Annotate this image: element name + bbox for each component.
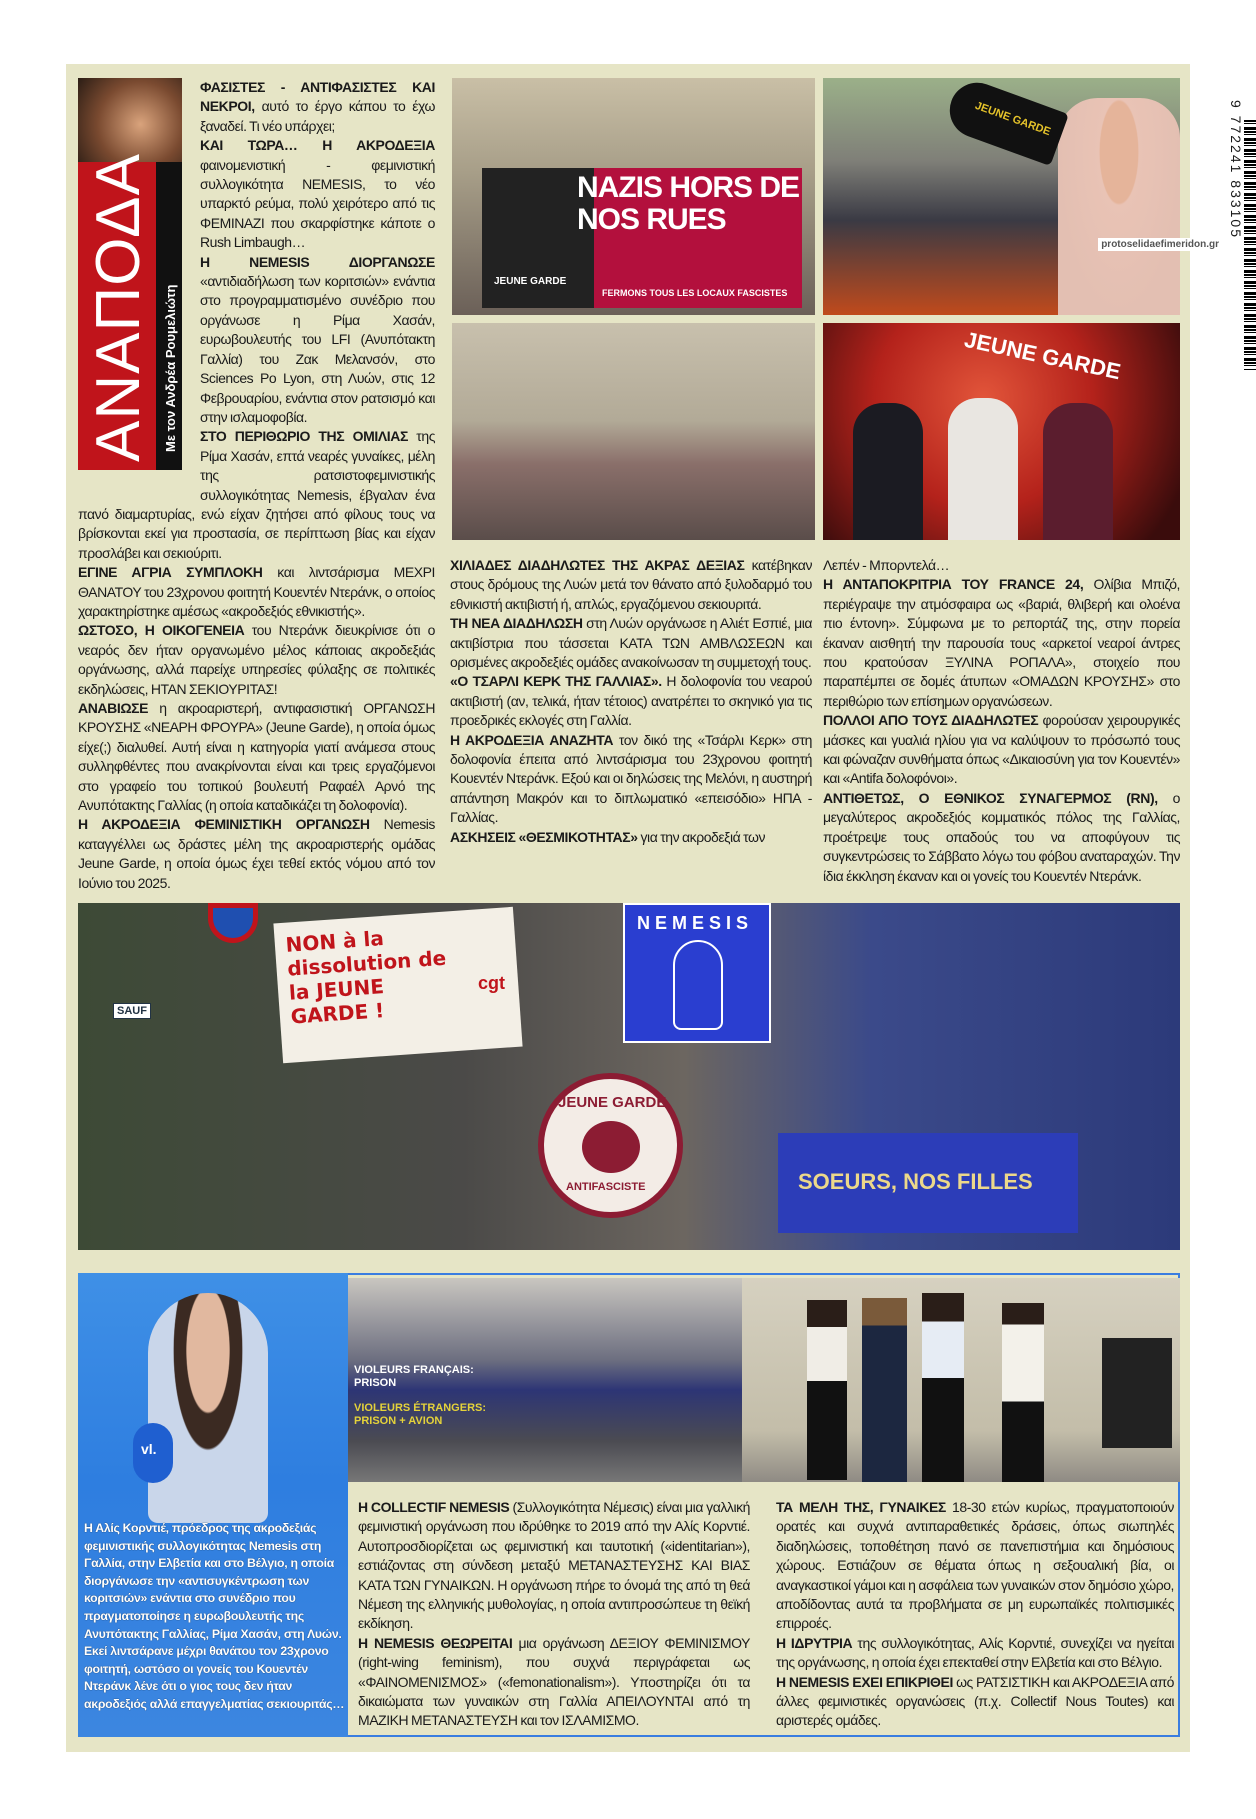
photo-megaphone-protester: [823, 78, 1180, 315]
banner-signature: JEUNE GARDE: [494, 276, 567, 287]
jeune-garde-logo-bottom: ANTIFASCISTE: [566, 1181, 646, 1193]
paragraph-lead: «Ο ΤΣΑΡΛΙ ΚΕΡΚ ΤΗΣ ΓΑΛΛΙΑΣ».: [450, 673, 662, 690]
jeune-garde-logo: [538, 1073, 683, 1218]
member: [948, 398, 1018, 540]
paragraph: [358, 1498, 750, 1634]
paragraph-lead: ΑΣΚΗΣΕΙΣ «ΘΕΣΜΙΚΟΤΗΤΑΣ»: [450, 828, 638, 845]
paragraph-text: 18-30 ετών κυρίως, πραγματοποιούν ορατές και συχνά αντιπαραθετικές δράσεις, όπως σιωπηλές διαδηλώσεις, τοποθέτηση πανό σε πανεπιστήμια και δημόσιους χώρους. Εστιάζουν σε θέματα όπως η σεξουαλική βία, οι αναγκαστικοί γάμοι και η ασφάλεια των γυναικών στον δημόσιο χώρο, αποδίδοντας αυτά τα προβλήματα σε μη ευρωπαϊκές πολιτισμικές επιρροές.: [776, 1499, 1174, 1632]
paragraph-lead: Η NEMESIS ΘΕΩΡΕΙΤΑΙ: [358, 1634, 513, 1651]
member: [853, 403, 923, 540]
three-arrows-icon: [582, 1121, 640, 1173]
paragraph-text: Ολίβια Μπιζό, περιέγραψε την ατμόσφαιρα ως «βαριά, θλιβερή και ολοένα πιο έντονη». Σύμφωνα με το ρεπορτάζ της, στην πορεία έκαναν αισθητή την παρουσία τους «αρκετοί νεαροί άντρες που κρατούσαν ΞΥΛΙΝΑ ΡΟΠΑΛΑ», στοιχείο που παραπέμπει σε δομές άτυπων «ΟΜΑΔΩΝ ΚΡΟΥΣΗΣ» στο περιθώριο των επίσημων οργανώσεων.: [823, 576, 1180, 709]
paragraph-text: Λεπέν - Μπορντελά…: [823, 557, 950, 573]
paragraph-lead: ΣΤΟ ΠΕΡΙΘΩΡΙΟ ΤΗΣ ΟΜΙΛΙΑΣ: [200, 428, 408, 445]
paragraph-lead: ΠΟΛΛΟΙ ΑΠΟ ΤΟΥΣ ΔΙΑΔΗΛΩΤΕΣ: [823, 712, 1039, 729]
paragraph-text: ως ΡΑΤΣΙΣΤΙΚΗ και ΑΚΡΟΔΕΞΙΑ από άλλες φεμινιστικές οργανώσεις (π.χ. Collectif Nous Toutes) και αριστερές ομάδες.: [776, 1673, 1174, 1729]
march-banner-line-2: VIOLEURS ÉTRANGERS: PRISON + AVION: [354, 1402, 487, 1427]
march-banner-line-1: VIOLEURS FRANÇAIS: PRISON: [354, 1364, 474, 1389]
paragraph: [450, 614, 812, 672]
paragraph-lead: Η ΑΚΡΟΔΕΞΙΑ ΦΕΜΙΝΙΣΤΙΚΗ ΟΡΓΑΝΩΣΗ: [78, 816, 370, 833]
photo-jeune-garde-members: [823, 323, 1180, 540]
paragraph-lead: Η ΙΔΡΥΤΡΙΑ: [776, 1634, 853, 1651]
banner-text: NAZIS HORS DE NOS RUES: [577, 171, 800, 236]
megaphone-text: JEUNE GARDE: [973, 99, 1053, 139]
paragraph: [358, 1634, 750, 1731]
watermark: protoselidaefimeridon.gr: [1098, 238, 1222, 251]
paragraph-lead: ΧΙΛΙΑΔΕΣ ΔΙΑΔΗΛΩΤΕΣ ΤΗΣ ΑΚΡΑΣ ΔΕΞΙΑΣ: [450, 557, 745, 573]
paragraph: [450, 731, 812, 828]
nemesis-logo-text: NEMESIS: [637, 913, 754, 933]
window-grille: [1102, 1338, 1172, 1448]
paragraph: [450, 672, 812, 730]
photo-street-salute: [452, 323, 815, 540]
article-column-2: [450, 556, 812, 847]
paragraph-text: (Συλλογικότητα Νέμεσις) είναι μια γαλλική φεμινιστική οργάνωση που ιδρύθηκε το 2019 από την Αλίς Κορντιέ. Αυτοπροσδιορίζεται ως φεμινιστική και ταυτοτική («identitarian»), εστιάζοντας στη σύνδεση μεταξύ ΜΕΤΑΝΑΣΤΕΥΣΗΣ ΚΑΙ ΒΙΑΣ ΚΑΤΑ ΤΩΝ ΓΥΝΑΙΚΩΝ. Η οργάνωση πήρε το όνομά της από τη θεά Νέμεση της ελληνικής μυθολογίας, η οποία αντιπροσώπευε τη θεϊκή εκδίκηση.: [358, 1499, 750, 1632]
member: [1043, 403, 1113, 540]
paragraph-lead: ΑΝΤΙΘΕΤΩΣ, Ο ΕΘΝΙΚΟΣ ΣΥΝΑΓΕΡΜΟΣ (RN),: [823, 789, 1158, 806]
paragraph-lead: ΤΗ ΝΕΑ ΔΙΑΔΗΛΩΣΗ: [450, 615, 583, 632]
paragraph-text: Nemesis καταγγέλλει ως δράστες μέλη της ακροαριστερής ομάδας Jeune Garde, η οποία όμως έχει τεθεί εκτός νόμου από τον Ιούνιο του 2025.: [78, 816, 435, 891]
nemesis-logo: [623, 903, 771, 1043]
paragraph: [450, 828, 812, 847]
paragraph: [78, 815, 435, 893]
member: [862, 1298, 907, 1482]
paragraph-lead: Η ΑΚΡΟΔΕΞΙΑ ΑΝΑΖΗΤΑ: [450, 731, 614, 748]
article-column-1: [78, 78, 435, 893]
member: [1002, 1303, 1044, 1482]
paragraph-lead: ΩΣΤΟΣΟ, Η ΟΙΚΟΓΕΝΕΙΑ: [78, 622, 245, 639]
paragraph-lead: Η COLLECTIF NEMESIS: [358, 1499, 510, 1515]
wall-logo-text: JEUNE GARDE: [962, 326, 1123, 385]
paragraph-lead: ΦΑΣΙΣΤΕΣ - ΑΝΤΙΦΑΣΙΣΤΕΣ ΚΑΙ ΝΕΚΡΟΙ,: [200, 79, 435, 115]
protester: [1058, 98, 1180, 315]
barcode: [1244, 120, 1256, 370]
barcode-number: 9 772241 833105: [1228, 100, 1244, 239]
paragraph-text: ο μεγαλύτερος ακροδεξιός κομματικός πόλος της Γαλλίας, προέτρεψε τους οπαδούς του να αποφύγουν τις συγκεντρώσεις το Σάββατο λόγω του φόβου αναταραχών. Την ίδια έκκληση έκαναν και οι γονείς του Κουεντέν Ντεράνκ.: [823, 789, 1180, 884]
paragraph-lead: ΕΓΙΝΕ ΑΓΡΙΑ ΣΥΜΠΛΟΚΗ: [78, 564, 263, 581]
paragraph: [78, 621, 435, 699]
paragraph-text: στη Λυών οργάνωσε η Αλιέτ Εσπιέ, μια ακτιβίστρια που τάσσεται ΚΑΤΑ ΤΩΝ ΑΜΒΛΩΣΕΩΝ και ορισμένες ακροδεξιές ομάδες ανακοίνωσαν τη συμμετοχή τους.: [450, 615, 812, 671]
street-sign: SAUF: [113, 1003, 151, 1019]
title-box-spacer: [78, 78, 192, 490]
paragraph-lead: ΑΝΑΒΙΩΣΕ: [78, 700, 149, 716]
paragraph-text: τον δικό της «Τσάρλι Κερκ» στη δολοφονία έπειτα από λιντσάρισμα του 23χρονου φοιτητή Κουεντέν Ντεράνκ. Εξού και οι δηλώσεις της Μελόνι, η αυστηρή απάντηση Μακρόν και το διπλωματικό «επεισόδιο» ΗΠΑ - Γαλλίας.: [450, 731, 812, 826]
nemesis-face: [673, 940, 723, 1030]
photo-nemesis-members: [742, 1278, 1180, 1482]
paragraph-text: φορούσαν χειρουργικές μάσκες και γυαλιά ηλίου για να καλύψουν το πρόσωπό τους και φώναζαν συνθήματα όπως «Δικαιοσύνη για τον Κουεντέν» και «Antifa δολοφόνοι».: [823, 712, 1180, 787]
photo-caption: Η Αλίς Κορντιέ, πρόεδρος της ακροδεξιάς φεμινιστικής συλλογικότητας Nemesis στη Γαλλία, στην Ελβετία και στο Βέλγιο, η οποία διοργάνωσε την «αντισυγκέντρωση των κοριτσιών» ενάντια στο συνέδριο που πραγματοποίησε η ευρωβουλευτής της Ανυπότακτης Γαλλίας, Ρίμα Χασάν, στη Λυών. Εκεί λιντσάρανε μέχρι θανάτου τον 23χρονο φοιτητή, ωστόσο οι γονείς του Κουεντέν Ντεράνκ λένε ότι ο γιος τους δεν ήταν ακροδεξιός αλλά επαγγελματίας σεκιουριτάς…: [84, 1521, 345, 1711]
paragraph: [776, 1498, 1174, 1634]
paragraph-text: κατέβηκαν στους δρόμους της Λυών μετά τον θάνατο από ξυλοδαρμό του εθνικιστή ακτιβιστή ή, απλώς, εργαζόμενου σεκιουριτά.: [450, 557, 812, 612]
paragraph: [823, 789, 1180, 886]
paragraph-lead: ΤΑ ΜΕΛΗ ΤΗΣ, ΓΥΝΑΙΚΕΣ: [776, 1499, 946, 1515]
paragraph: [78, 699, 435, 815]
article-column-5: [776, 1498, 1174, 1731]
protest-sign-text: NON à la dissolution de la JEUNE GARDE !: [284, 926, 447, 1029]
paragraph-lead: Η NEMESIS ΔΙΟΡΓΑΝΩΣΕ: [200, 253, 435, 270]
jeune-garde-logo-top: JEUNE GARDE: [558, 1094, 667, 1111]
photo-collage: [78, 903, 1180, 1250]
paragraph-text: του Ντεράνκ διευκρίνισε ότι ο νεαρός δεν ήταν οργανωμένο μέλος κάποιας ακροδεξιάς οργάνωσης, αλλά παρείχε υπηρεσίες φύλαξης σε πολιτικές εκδηλώσεις, ΗΤΑΝ ΣΕΚΙΟΥΡΙΤΑΣ!: [78, 622, 435, 697]
paragraph: [823, 711, 1180, 789]
blue-banner-text: SOEURS, NOS FILLES: [798, 1169, 1033, 1194]
paragraph-text: της συλλογικότητας, Αλίς Κορντιέ, συνεχίζει να ηγείται της οργάνωσης, η οποία έχει επεκταθεί στην Ελβετία και στο Βέλγιο.: [776, 1634, 1174, 1671]
paragraph: [823, 556, 1180, 575]
photo-nemesis-march: [348, 1278, 742, 1482]
byline: Με τον Ανδρέα Ρουμελιώτη: [163, 284, 178, 452]
paragraph-text: της Ρίμα Χασάν, επτά νεαρές γυναίκες, μέλη της ρατσιστοφεμινιστικής συλλογικότητας Nemesis, έβγαλαν ένα πανό διαμαρτυρίας, ενώ είχαν ζητήσει από φίλους τους να βρίσκονται εκεί για προστασία, σε περίπτωση βίας και είχαν προσλάβει και σεκιούριτι.: [78, 428, 435, 561]
paragraph-text: η ακροαριστερή, αντιφασιστική ΟΡΓΑΝΩΣΗ ΚΡΟΥΣΗΣ «ΝΕΑΡΗ ΦΡΟΥΡΑ» (Jeune Garde), η οποία όμως είχε(;) διαλυθεί. Αυτή είναι η κατηγορία γιατί ανάμεσα στους συλληφθέντες που ανακρίνονται είναι και τρεις εργαζόμενοι στο γραφείο του τοπικού βουλευτή Ραφαέλ Αρνό της Ανυπότακτης Γαλλίας (η οποία καταδικάζει τη δολοφονία).: [78, 700, 435, 814]
paragraph-text: και λιντσάρισμα ΜΕΧΡΙ ΘΑΝΑΤΟΥ του 23χρονου φοιτητή Κουεντέν Ντεράνκ, ο οποίος χαρακτηρίστηκε αμέσως «ακροδεξιός εθνικιστής».: [78, 564, 435, 619]
paragraph-lead: ΚΑΙ ΤΩΡΑ… Η ΑΚΡΟΔΕΞΙΑ: [200, 137, 435, 154]
paragraph: [450, 556, 812, 614]
paragraph-text: για την ακροδεξιά των: [637, 828, 766, 845]
cgt-text: cgt: [478, 973, 505, 993]
paragraph-text: «αντιδιαδήλωση των κοριτσιών» ενάντια στο προγραμματισμένο συνέδριο που οργάνωσε η Ρίμα Χασάν, ευρωβουλευτής του LFI (Ανυπότακτη Γαλλία) του Ζακ Μελανσόν, στο Sciences Po Lyon, στη Λυών, στις 12 Φεβρουαρίου, ενάντια στον ρατσισμό και στην ισλαμοφοβία.: [200, 273, 435, 425]
article-column-4: [358, 1498, 750, 1731]
no-parking-sign: [208, 903, 258, 943]
paragraph-text: αυτό το έργο κάπου το έχω ξαναδεί. Τι νέο υπάρχει;: [200, 98, 435, 134]
paragraph-lead: Η ΑΝΤΑΠΟΚΡΙΤΡΙΑ ΤΟΥ FRANCE 24,: [823, 576, 1084, 593]
paragraph: [776, 1673, 1174, 1731]
paragraph: [776, 1634, 1174, 1673]
paragraph-text: φαινομενιστική - φεμινιστική συλλογικότητα NEMESIS, το νέο υπαρκτό ρεύμα, πολύ χειρότερο από τις ΦΕΜΙΝΑΖΙ που σκαρφίστηκε κάποτε ο Rush Limbaugh…: [200, 156, 435, 251]
paragraph-text: μια οργάνωση ΔΕΞΙΟΥ ΦΕΜΙΝΙΣΜΟΥ (right-wing feminism), που συχνά περιγράφεται ως «ΦΑΙΝΟΜΕΝΙΣΜΟΣ» («femonationalism»). Υποστηρίζει ότι τα δικαιώματα των γυναικών στη Γαλλία ΑΠΕΙΛΟΥΝΤΑΙ από τη ΜΑΖΙΚΗ ΜΕΤΑΝΑΣΤΕΥΣΗ και τον ΙΣΛΑΜΙΣΜΟ.: [358, 1634, 751, 1729]
article-column-3: [823, 556, 1180, 886]
banner-subtext: FERMONS TOUS LES LOCAUX FASCISTES: [602, 288, 788, 298]
portrait: [148, 1293, 268, 1523]
microphone-logo: vl.: [141, 1441, 157, 1457]
photo-nazis-hors-banner: [452, 78, 815, 315]
paragraph: [823, 575, 1180, 711]
paragraph-lead: Η NEMESIS ΕΧΕΙ ΕΠΙΚΡΙΘΕΙ: [776, 1673, 953, 1690]
paragraph-text: Η δολοφονία του νεαρού ακτιβιστή (αν, τελικά, ήταν τέτοιος) ανατρέπει το σκηνικό για τις προεδρικές εκλογές στη Γαλλία.: [450, 673, 812, 729]
member: [807, 1300, 847, 1480]
column-title: ΑΝΑΠΟΔΑ: [84, 153, 153, 462]
member: [922, 1293, 964, 1482]
paragraph: [78, 563, 435, 621]
